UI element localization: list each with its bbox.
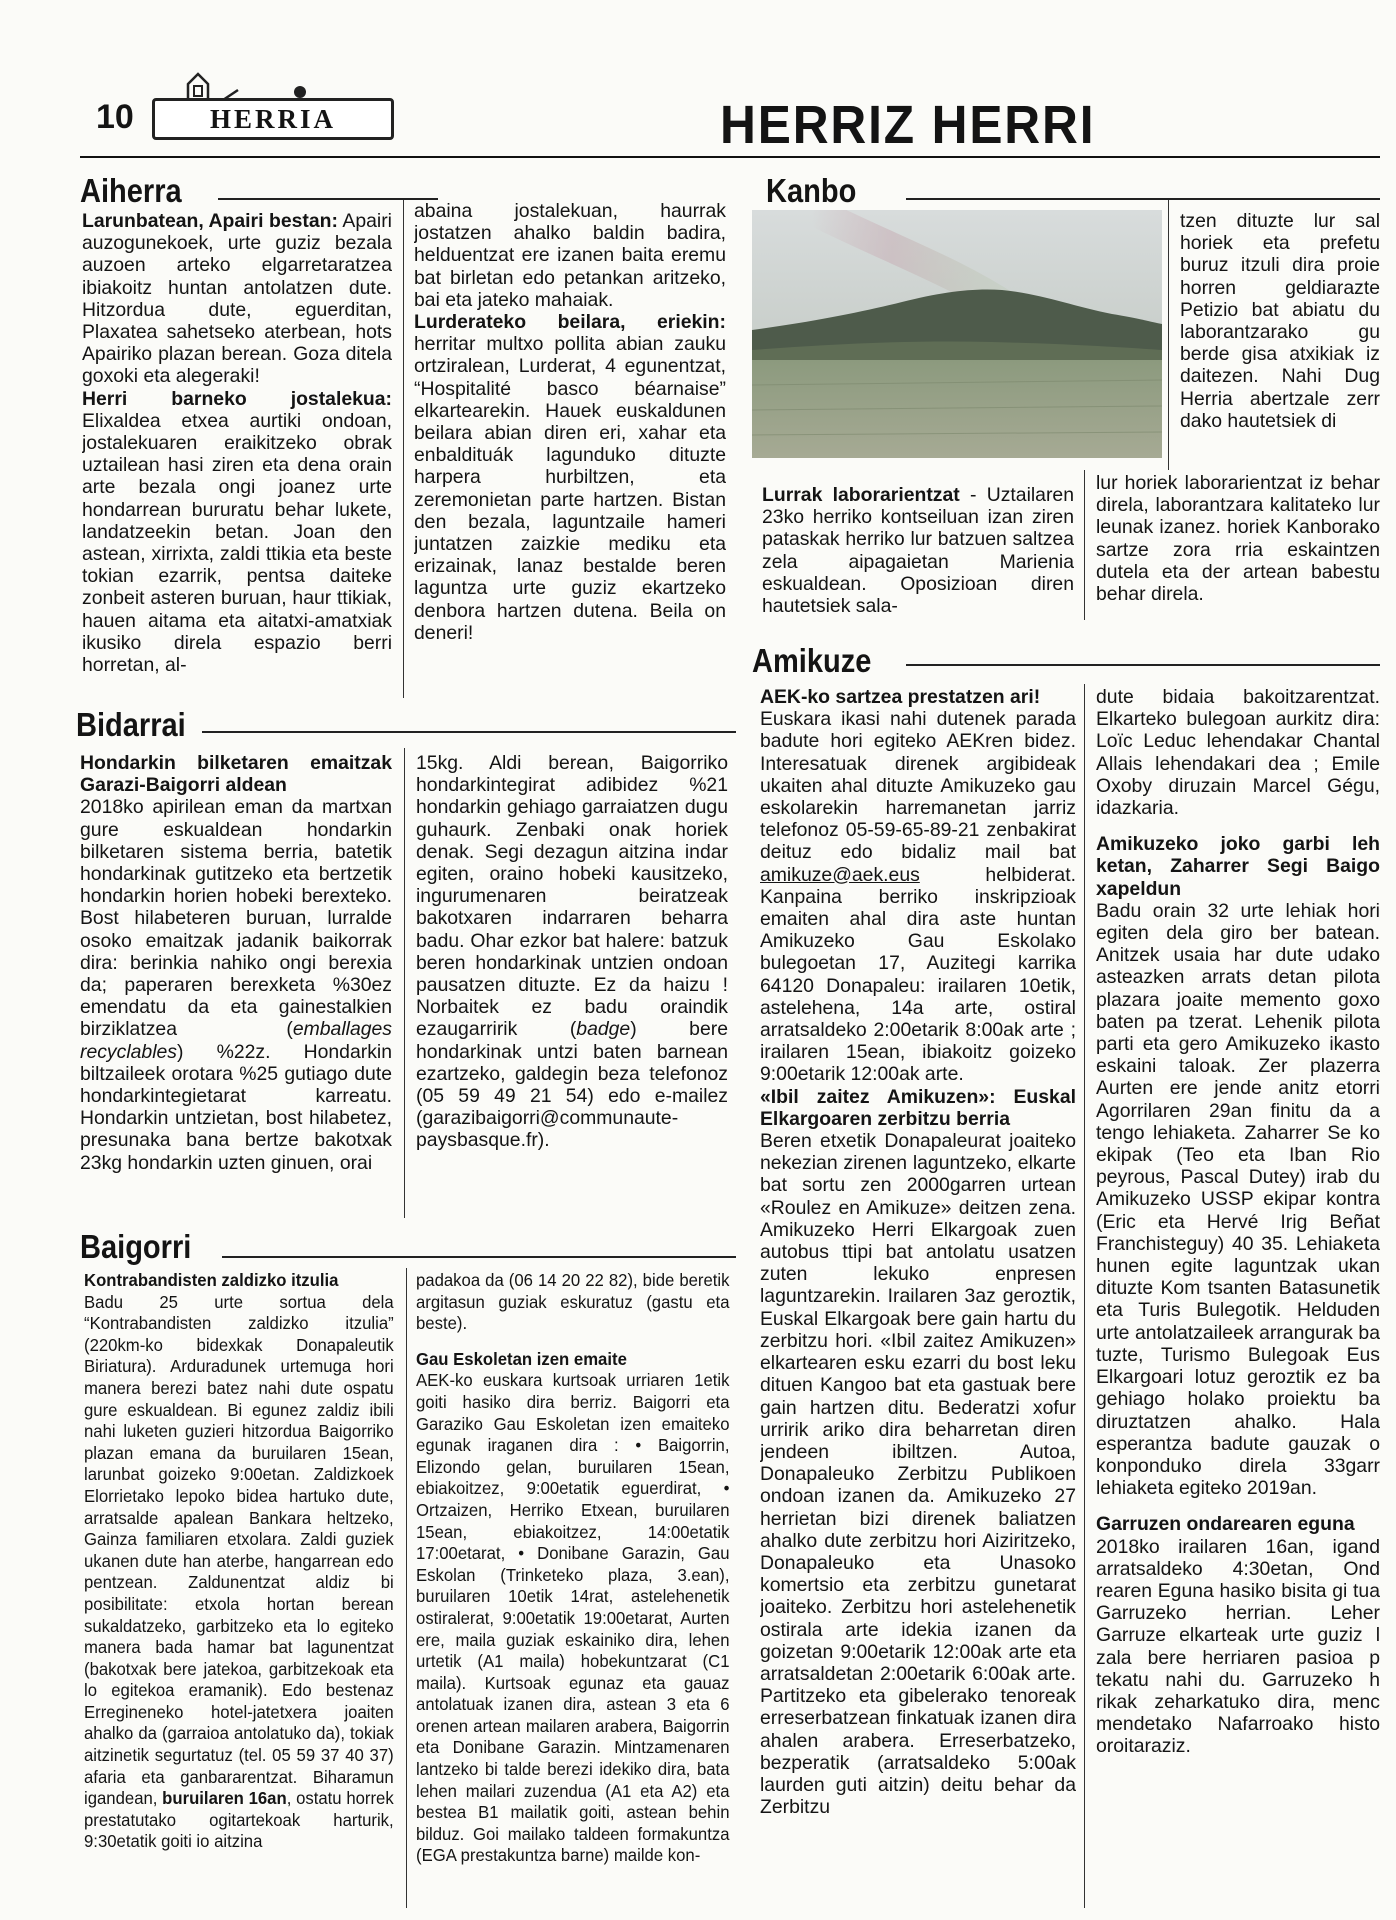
baigorri-subtitle-2: Gau Eskoletan izen emaite [416,1348,627,1369]
amikuze-paragraph-2: Beren etxetik Donapaleurat joaiteko nekezian zirenen laguntzeko, elkarte bat sortu zen 2000garren urtean «Roulez en Amikuze» deitzen zena. Amikuzeko Herri Elkargoak zuen autobus ttipi bat antolatu usatzen zuten lekuko enpresen laguntzarekin. Irailaren 3az geroztik, Euskal Elkargoak bere gain hartu du zerbitzu hori. «Ibil zaitez Amikuzen» elkartearen esku ezarri du bost leku dituen Kangoo bat eta gastuak bere gain hartzen ditu. Bederatzi xofur urririk ariko dira beharretan diren jendeen ibiltzen. Autoa, Donapaleuko Zerbitzu Publikoen ondoan izanen da. Amikuzeko 27 herrietan bizi direnek baliatzen ahalko dute zerbitzu hori Aiziritzeko, Donapaleuko eta Unasoko komertsio eta zerbitzu gunetarat joaiteko. Zerbitzu hori astelehenetik ostirala arte idekia izanen da goizetan 9:00etarik 12:00ak arte eta arratsaldetan 2:00etarik 6:00ak arte. Partitzeko eta gibelerako tenoreak erreserbatzean finkatuak izanen dira ahalen arabera. Erreserbatzeko, bezperatik (arratsaldeko 5:00ak laurden guti aitzin) deitu behar da Zerbitzu [760,1130,1076,1819]
aiherra-paragraph-1: Larunbatean, Apairi bestan: Apairi auzogunekoek, urte guziz bezala auzoen arteko elgarretaratzea ibiakoitz huntan antolatzen dute. Hitzordua dute, eguerditan, Plaxatea sahetseko aterbean, hots Apairiko plazan berean. Goza ditela goxoki eta alegeraki! [82,210,392,388]
amikuze-paragraph-5: 2018ko irailaren 16an, igand arratsaldeko 4:30etan, Ond rearen Eguna hasiko bisita gi tua Garruzeko herrian. Leher Garruze elkarteak urte guziz l zala bere herriaren pasioa p tekatu nahi du. Garruzeko h rikak zeharkatuko dira, menc mendetako Nafarroako histo oroitaraziz. [1096,1535,1380,1758]
aiherra-paragraph-3: abaina jostalekuan, haurrak jostatzen ahalko baldin badira, helduentzat ere izanen baita eremu bat birletan edo petankan aritzeko, bai eta jateko mahaiak. [414,200,726,311]
amikuze-heading: Amikuze [752,642,872,679]
aiherra-column-2 [414,200,726,694]
section-banner: HERRIZ HERRI [720,95,1096,155]
bidarrai-column-divider [404,748,405,1218]
amikuze-subtitle-1: AEK-ko sartzea prestatzen ari! [760,686,1041,708]
kanbo-landscape-photo [752,210,1162,458]
bidarrai-paragraph-2: 15kg. Aldi berean, Baigorriko hondarkintegirat adibidez %21 hondarkin gehiago garraiatzen dugu guhaurk. Zenbaki onak horiek denak. Segi dezagun aitzina indar egiten, oraino hobeki kausitzeko, ingurumenaren beiratzeak bakotxaren indarraren beharra badu. Ohar ezkor bat halere: batzuk beren hondarkinak untzien ondoan pausatzen dituzte. Ez da haizu ! Norbaitek ez badu oraindik ezaugarririk (badge) bere hondarkinak untzi baten barnean ezartzeko, galdegin beza telefonoz (05 59 49 21 54) edo e-mailez (garazibaigorri@communaute-paysbasque.fr). [416,752,728,1152]
baigorri-heading-rule [222,1256,736,1258]
aiherra-heading: Aiherra [80,172,182,209]
amikuze-column-divider [1084,684,1085,1908]
landscape-photo-image [752,210,1162,458]
bidarrai-subtitle: Hondarkin bilketaren emaitzak Garazi-Baigorri aldean [80,752,392,797]
amikuze-heading-rule [906,664,1380,666]
amikuze-paragraph-3: dute bidaia bakoitzarentzat. Elkarteko bulegoan aurkitz dira: Loïc Leduc lehendakar Chantal Allais lehendakari dea ; Emile Oxoby diruzain Marcel Gégu, idazkaria. [1096,686,1380,820]
kanbo-paragraph-2: lur horiek laborarientzat iz behar direla, laborantzara kalitateko lur leunak izanez. horiek Kanborako sartze zora rria eskaintzen dutela eta der artean babestu behar direla. [1096,472,1380,606]
aiherra-heading-rule [218,198,438,200]
aiherra-column-1 [82,210,392,700]
amikuze-paragraph-4: Badu orain 32 urte lehiak hori egiten dela giro ber batean. Anitzek usaia har dute udako asteazken arrats detan pilota plazara joaite memento goxo baten pa tzerat. Lehenik pilota parti eta gero Amikuzeko ikasto eskaini taloak. Zer plazerra Aurten ere jende anitz etorri Agorrilaren 29an finitu da a tengo lehiaketa. Zaharrer Se ko ekipak (Teo eta Iban Rio peyrous, Pascal Dutey) irab du Amikuzeko USSP ekipar kontra (Eric eta Hervé Irig Beñat Franchisteguy) 40 35. Lehiaketa hunen egite laguntzak ukan dituzte Kom tsanten Batasunetik eta Turis Bulegotik. Helduden urte antolatzaileek arrangurak ba tuzte, Turismo Bulegoak Eus Elkargoari lotuz geroztik ez ba gehiago holako proiektu ba diruztatzen ahalko. Hala esperantza badute gauzak o konponduko direla 33garr lehiaketa egiteko 2019an. [1096,899,1380,1500]
aiherra-column-divider [403,200,404,698]
baigorri-subtitle-1: Kontrabandisten zaldizko itzulia [84,1270,339,1290]
kanbo-column-1 [762,484,1074,624]
bidarrai-heading-rule [202,731,736,733]
baigorri-column-2 [416,1270,730,1910]
kanbo-paragraph-right: tzen dituzte lur sal horiek eta prefetu buruz itzuli dira proie horren geldiarazte Petizio bat abiatu du laborantzarako gu berde gisa atxikiak iz daitezen. Nahi Dug Herria abertzale zerr dako hautetsiek di [1180,210,1380,432]
herria-logo [148,70,398,140]
amikuze-column-2 [1096,686,1380,1910]
amikuze-subtitle-3: Amikuzeko joko garbi leh ketan, Zaharrer Segi Baigo xapeldun [1096,833,1380,900]
aiherra-paragraph-2: Herri barneko jostalekua: Elixaldea etxea aurtiki ondoan, jostalekuaren eraikitzeko obrak uztailean hasi ziren eta dena orain arte bezala ongi joanez urte hondarrean bururatu behar lukete, landatzeekin betan. Joan den astean, xirrixta, zaldi ttikia eta beste tokian ezarrik, pentsa daiteke zonbeit asteren buruan, haur ttikiak, hauen aitama eta aitatxi-amatxiak ikusiko direla espazio berri horretan, al- [82,387,392,677]
amikuze-subtitle-4: Garruzen ondarearen eguna [1096,1513,1355,1536]
baigorri-paragraph-2: padakoa da (06 14 20 22 82), bide beretik argitasun guziak eskuratuz (gastu eta beste). [416,1270,730,1334]
amikuze-subtitle-2: «Ibil zaitez Amikuzen»: Euskal Elkargoaren zerbitzu berria [760,1085,1076,1130]
baigorri-heading: Baigorri [80,1228,192,1265]
bidarrai-column-2 [416,752,728,1214]
amikuze-paragraph-1: Euskara ikasi nahi dutenek parada badute hori egiteko AEKren bidez. Interesatuak direnek argibideak ukaiten ahal dituzte Amikuzeko gau eskolarekin harremanetan jarriz telefonoz 05-59-65-89-21 zenbakirat deituz edo bidaliz mail bat amikuze@aek.eus helbiderat. Kanpaina berriko inskripzioak emaiten ahal dira aste huntan Amikuzeko Gau Eskolako bulegoetan 17, Auzitegi karrika 64120 Donapaleu: irailaren 10etik, astelehena, 14a arte, ostiral arratsaldeko 2:00etarik 8:00ak arte ; irailaren 15ean, ibiakoitz goizeko 9:00etarik 12:00ak arte. [760,708,1076,1086]
bidarrai-paragraph-1: 2018ko apirilean eman da martxan gure eskualdean hondarkin bilketaren sistema berria, batetik hondarkinak gutitzeko eta bertzetik hondarkin horien hobeki berexteko. Bost hilabeteren buruan, lurralde osoko emaitzak jadanik baikorrak dira: berinkia nahiko ongi berexia da; paperaren berexketa %30ez emendatu da eta gainestalkien birziklatzea (emballages recyclables) %22z. Hondarkin biltzaileek orotara %25 gutiago dute hondarkintegietarat karreatu. Hondarkin untzietan, bost hilabetez, presunaka bana bertze bakotxak 23kg hondarkin uzten ginuen, orai [80,796,392,1174]
amikuze-email-link[interactable]: amikuze@aek.eus [760,863,920,886]
kanbo-right-column [1180,210,1380,468]
kanbo-column-divider [1084,470,1085,620]
aiherra-paragraph-4: Lurderateko beilara, eriekin: herritar multxo pollita abian zauku ortziralean, Lurderat, 4 egunentzat, “Hospitalité basco béarnaise” elkartearekin. Hauek euskaldunen beilara abian diren eri, xahar eta enbaldituák lagunduko dituzte harpera hurbiltzen, eta zeremonietan parte hartzen. Bistan den bezala, laguntzaile hameri juntatzen zaizkie mediku eta erizainak, lanaz bestalde beren laguntza urte guziz ekartzeko denbora hartzen dutena. Beila on deneri! [414,311,726,644]
baigorri-column-1 [84,1270,394,1910]
bidarrai-heading: Bidarrai [76,706,186,743]
baigorri-column-divider [406,1268,407,1908]
kanbo-heading: Kanbo [766,172,857,209]
kanbo-heading-rule [906,198,1380,200]
baigorri-paragraph-3: AEK-ko euskara kurtsoak urriaren 1etik goiti hasiko dira berriz. Baigorri eta Garaziko Gau Eskoletan izen emaiteko egunak iraganen dira : • Baigorrin, Elizondo gelan, buruilaren 15ean, ebiakoitzez, 9:00etatik eguerdirat, • Ortzaizen, Herriko Etxean, buruilaren 15ean, ebiakoitzez, 14:00etatik 17:00etarat, • Donibane Garazin, Gau Eskolan (Trinketeko plaza, 3.ean), buruilaren 10etik 14rat, astelehenetik ostiralerat, 9:00etatik 19:00etarat, Aurten ere, maila guziak eskainiko dira, lehen urtetik (A1 maila) hobekuntzarat (C1 maila). Kurtsoak egunaz eta gauaz antolatuak izanen dira, astean 3 eta 6 orenen artean mailaren arabera, Baigorrin eta Donibane Garazin. Mintzamenaren lantzeko bi talde berezi idekiko dira, bata lehen mailari zuzendua (A1 eta A2) eta bestea B1 mailatik goiti, astean behin bilduz. Goi mailako taldeen formakuntza (EGA prestakuntza barne) mailde kon- [416,1370,730,1866]
baigorri-paragraph-1: Badu 25 urte sortua dela “Kontrabandisten zaldizko itzulia” (220km-ko bidexkak Donapaleutik Biriatura). Arduradunek urtemuga hori manera berezi batez nahi dute ospatu gure eskualdean. Bi egunez zaldiz ibili nahi luketen guzieri hitzordua Baigorriko plazan emana da buruilaren 15ean, larunbat goizeko 9:00etan. Zaldizkoek Elorrietako lepoko bidea hartuko dute, arratsalde apalean Bankara heltzeko, Gainza familiaren etxolara. Zaldi guziek ukanen dute han aterbe, hangarrean edo pentzean. Zaldunentzat aldiz bi posibilitate: etxola hortan berean sukaldatzeko, garbitzeko eta lo egiteko manera bada hamar bat lagunentzat (bakotxak bere jatekoa, garbitzekoak eta lo egitekoa eramanik). Edo bestenaz Erregineneko hotel-jatetxera joaiten ahalko da (garraioa antolatuko da), tokiak aitzinetik segurtatuz (tel. 05 59 37 40 37) afaria eta ganbararentzat. Biharamun igandean, buruilaren 16an, ostatu horrek prestatutako ogitartekoak harturik, 9:30etatik goiti io aitzina [84,1291,394,1852]
kanbo-photo-divider [1168,200,1169,470]
logo-wordmark: HERRIA [152,98,394,140]
page-number: 10 [96,98,134,136]
kanbo-paragraph-1: Lurrak laborarientzat - Uztailaren 23ko herriko kontseiluan izan ziren pataskak herriko lur batzuen saltzea zela aipagaietan Marienia eskualdean. Oposizioan diren hautetsiek sala- [762,484,1074,618]
kanbo-column-2 [1096,472,1380,622]
bidarrai-column-1 [80,752,392,1214]
amikuze-column-1 [760,686,1076,1910]
header-rule [80,156,1380,158]
